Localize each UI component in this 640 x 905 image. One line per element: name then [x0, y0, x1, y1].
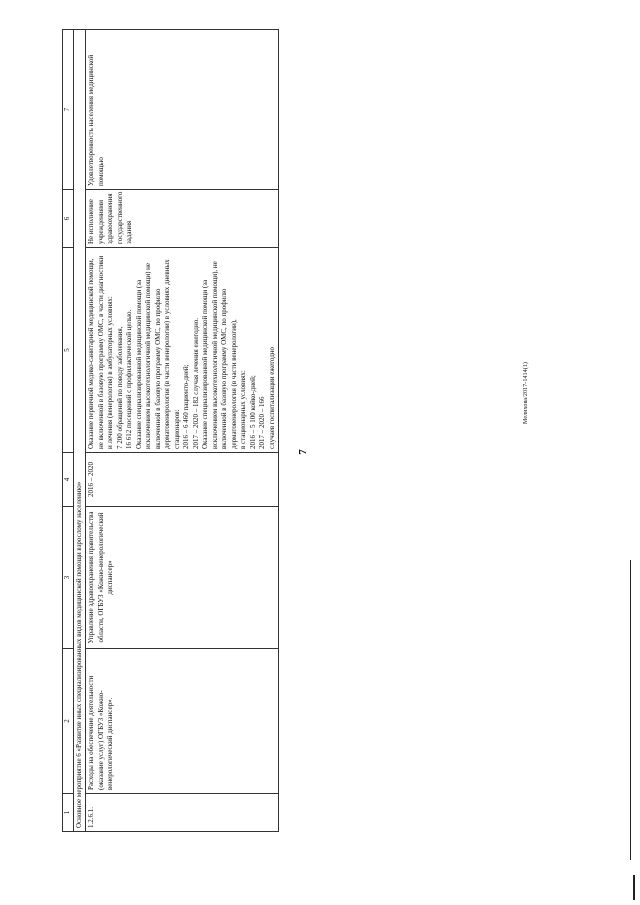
scan-corner-mark	[633, 875, 635, 900]
section-row	[73, 30, 86, 832]
column-header-1: 1	[63, 794, 74, 832]
section-title: Основное мероприятие 6 «Развитие иных специализированных видов медицинской помощи взрослому населению»	[73, 30, 86, 832]
scan-edge-mark	[630, 560, 631, 860]
rotated-table-container	[62, 30, 586, 832]
column-header-6: 6	[63, 190, 74, 248]
row-period: 2016 – 2020	[86, 453, 279, 507]
column-header-7: 7	[63, 30, 74, 190]
header-row	[63, 30, 74, 832]
column-header-5: 5	[63, 248, 74, 453]
table-row	[86, 30, 279, 832]
row-executor: Управление здравоохранения правительства области, ОГБУЗ «Кожно-венерологический диспансер»	[86, 507, 279, 649]
program-table	[62, 29, 279, 832]
column-header-4: 4	[63, 453, 74, 507]
page-number: 7	[296, 449, 309, 455]
document-id: Мелихова/2017-1414(1)	[523, 361, 530, 425]
row-name: Расходы на обеспечение деятельности (оказание услуг) ОГБУЗ «Кожно-венерологический диспансер».	[86, 649, 279, 794]
row-results: Оказание первичной медико-санитарной медицинской помощи, не включенной в базовую программу ОМС, в части диагностики и лечения (венерология) в амбулаторных условиях: 7 200 обращений по поводу заболевания, 16 612 посещений с профилактической целью. Оказание специализированной медицинской помощи (за исключением высокотехнологичной медицинской помощи) не включенной в базовую программу ОМС, по профилю дерматовенерология (в части венерологии) в условиях дневных стационаров: 2016 – 6 460 пациенто-дней; 2017 – 2020 – 182 случая лечения ежегодно. Оказание специализированной медицинской помощи (за исключением высокотехнологичной медицинской помощи), не включенной в базовую программу ОМС, по профилю дерматовенерология (в части венерологии), в стационарных условиях: 2016 – 5 100 койко-дней; 2017 – 2020 – 166 случаев госпитализации ежегодно	[86, 248, 279, 453]
column-header-3: 3	[63, 507, 74, 649]
column-header-2: 2	[63, 649, 74, 794]
row-consequences: Не исполнение учреждениями здравоохранения государственного задания	[86, 190, 279, 248]
row-indicator: Удовлетворенность населения медицинской помощью	[86, 30, 279, 190]
row-number: 1.2.6.1.	[86, 794, 279, 832]
